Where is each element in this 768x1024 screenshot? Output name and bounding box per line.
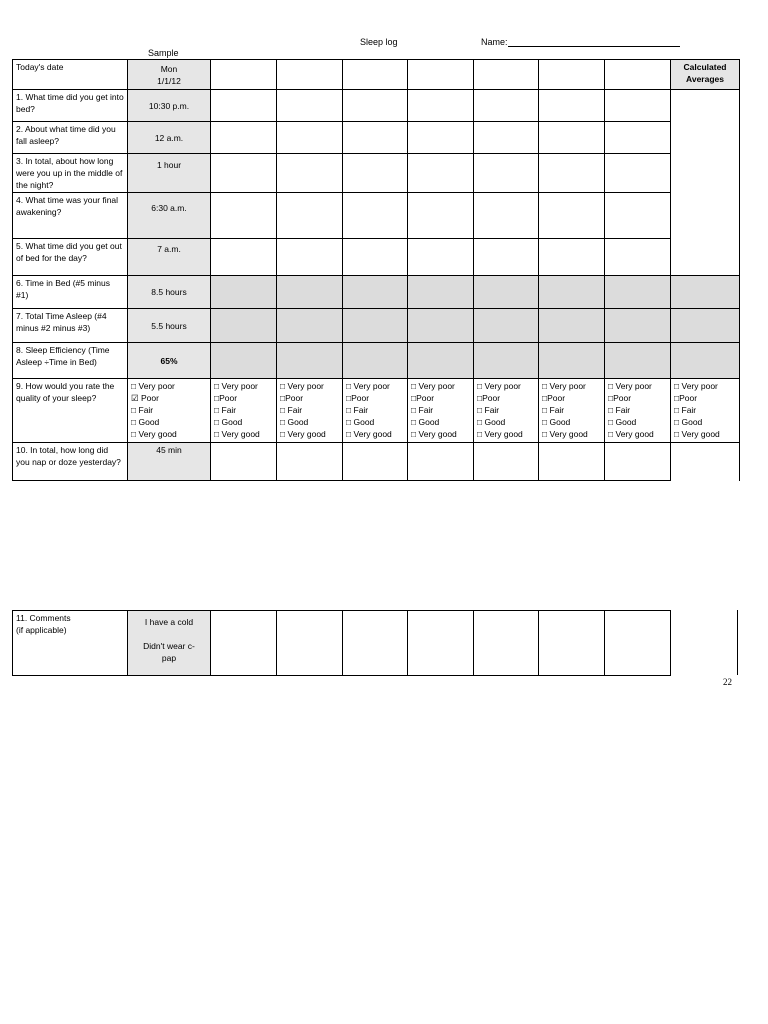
- entry-cell[interactable]: [539, 122, 605, 154]
- entry-cell[interactable]: [539, 90, 605, 122]
- comments-table: [12, 610, 671, 676]
- option-fair[interactable]: □ Fair: [214, 405, 237, 415]
- option-poor[interactable]: □Poor: [280, 393, 304, 403]
- option-good[interactable]: □ Good: [674, 417, 703, 427]
- calculated-cell: [539, 343, 605, 379]
- option-very-good[interactable]: □ Very good: [214, 429, 260, 439]
- entry-cell[interactable]: [211, 193, 277, 239]
- right-border-line: [737, 610, 738, 675]
- calculated-cell: [277, 343, 343, 379]
- calculated-cell: [277, 276, 343, 309]
- comments-sublabel: (if applicable): [16, 625, 67, 635]
- sample-answer-2: 12 a.m.: [128, 122, 211, 154]
- comment-cell[interactable]: [408, 611, 474, 676]
- calculated-cell: [539, 276, 605, 309]
- table-row: [13, 154, 740, 193]
- option-very-poor[interactable]: □ Very poor: [280, 381, 324, 391]
- comment-cell[interactable]: [605, 611, 671, 676]
- sleep-log-table: [12, 59, 740, 481]
- quality-options: [474, 379, 539, 443]
- sample-answer-5: 7 a.m.: [128, 239, 211, 276]
- quality-options: [671, 379, 740, 443]
- entry-cell[interactable]: [343, 154, 408, 193]
- entry-cell[interactable]: [343, 122, 408, 154]
- table-row: [13, 276, 740, 309]
- calculated-averages-header: [671, 60, 740, 90]
- nap-row: [13, 443, 740, 481]
- option-very-poor[interactable]: □ Very poor: [214, 381, 258, 391]
- entry-cell[interactable]: [408, 122, 474, 154]
- table-row: [13, 122, 740, 154]
- sample-label: Sample: [148, 48, 179, 58]
- entry-cell[interactable]: [211, 443, 277, 481]
- entry-cell[interactable]: [605, 122, 671, 154]
- entry-cell[interactable]: [539, 154, 605, 193]
- option-very-good[interactable]: □ Very good: [346, 429, 392, 439]
- date-label: Today's date: [13, 60, 128, 90]
- entry-cell[interactable]: [277, 122, 343, 154]
- option-very-poor[interactable]: □ Very poor: [477, 381, 521, 391]
- sample-date-cell: [128, 60, 211, 90]
- page-title: Sleep log: [360, 37, 398, 47]
- sample-answer-8: 65%: [128, 343, 211, 379]
- quality-options: [605, 379, 671, 443]
- quality-options: [343, 379, 408, 443]
- calculated-cell: [605, 309, 671, 343]
- header-row: [13, 60, 740, 90]
- name-line[interactable]: [508, 37, 680, 47]
- calculated-cell: [343, 343, 408, 379]
- sample-comment-line: I have a cold: [144, 617, 194, 627]
- calculated-cell: [343, 276, 408, 309]
- entry-cell[interactable]: [605, 443, 671, 481]
- comment-cell[interactable]: [474, 611, 539, 676]
- sample-day: Mon: [160, 63, 178, 74]
- option-very-poor[interactable]: □ Very poor: [346, 381, 390, 391]
- option-good: □ Good: [131, 417, 160, 427]
- option-very-good[interactable]: □ Very good: [477, 429, 523, 439]
- option-fair[interactable]: □ Fair: [608, 405, 631, 415]
- entry-cell[interactable]: [474, 239, 539, 276]
- averages-label-line2: Averages: [686, 74, 724, 84]
- entry-cell[interactable]: [539, 443, 605, 481]
- entry-cell[interactable]: [408, 193, 474, 239]
- entry-cell[interactable]: [343, 193, 408, 239]
- question-11: [13, 611, 128, 676]
- option-very-good[interactable]: □ Very good: [674, 429, 720, 439]
- entry-cell[interactable]: [211, 154, 277, 193]
- option-very-poor[interactable]: □ Very poor: [411, 381, 455, 391]
- option-very-poor[interactable]: □ Very poor: [608, 381, 652, 391]
- entry-cell[interactable]: [211, 239, 277, 276]
- option-good[interactable]: □ Good: [542, 417, 571, 427]
- date-cell[interactable]: [474, 60, 539, 90]
- comments-row: [13, 611, 671, 676]
- option-poor[interactable]: □Poor: [477, 393, 501, 403]
- option-very-poor[interactable]: □ Very poor: [674, 381, 718, 391]
- entry-cell[interactable]: [277, 239, 343, 276]
- option-good[interactable]: □ Good: [280, 417, 309, 427]
- sample-answer-10: 45 min: [128, 443, 211, 481]
- calculated-cell: [539, 309, 605, 343]
- calculated-cell: [277, 309, 343, 343]
- entry-cell[interactable]: [539, 193, 605, 239]
- option-good[interactable]: □ Good: [411, 417, 440, 427]
- entry-cell[interactable]: [277, 90, 343, 122]
- option-poor[interactable]: □Poor: [542, 393, 566, 403]
- entry-cell[interactable]: [277, 154, 343, 193]
- entry-cell[interactable]: [408, 154, 474, 193]
- option-fair[interactable]: □ Fair: [674, 405, 697, 415]
- comment-cell[interactable]: [343, 611, 408, 676]
- averages-cell[interactable]: [671, 90, 740, 276]
- comment-cell[interactable]: [539, 611, 605, 676]
- comments-label: 11. Comments: [16, 613, 71, 623]
- calculated-cell: [408, 309, 474, 343]
- page-number: 22: [723, 677, 732, 687]
- quality-options: [277, 379, 343, 443]
- entry-cell[interactable]: [343, 443, 408, 481]
- question-6: 6. Time in Bed (#5 minus #1): [13, 276, 128, 309]
- option-very-good[interactable]: □ Very good: [280, 429, 326, 439]
- date-cell[interactable]: [539, 60, 605, 90]
- date-cell[interactable]: [605, 60, 671, 90]
- quality-row: [13, 379, 740, 443]
- sample-comment: [128, 611, 211, 676]
- calculated-cell: [211, 276, 277, 309]
- name-field[interactable]: [481, 37, 680, 47]
- question-8: 8. Sleep Efficiency (Time Asleep ÷Time in Bed): [13, 343, 128, 379]
- calculated-cell: [211, 343, 277, 379]
- entry-cell[interactable]: [408, 443, 474, 481]
- calculated-cell: [671, 276, 740, 309]
- date-cell[interactable]: [408, 60, 474, 90]
- option-poor[interactable]: □Poor: [411, 393, 435, 403]
- calculated-cell: [474, 309, 539, 343]
- entry-cell[interactable]: [474, 154, 539, 193]
- question-7: 7. Total Time Asleep (#4 minus #2 minus #3): [13, 309, 128, 343]
- entry-cell[interactable]: [211, 90, 277, 122]
- quality-options: [408, 379, 474, 443]
- entry-cell[interactable]: [605, 154, 671, 193]
- date-cell[interactable]: [211, 60, 277, 90]
- entry-cell[interactable]: [277, 443, 343, 481]
- sample-date: 1/1/12: [157, 75, 181, 86]
- sample-comment-line: Didn't wear c-: [143, 641, 195, 651]
- calculated-cell: [474, 276, 539, 309]
- sample-comment-line: pap: [161, 653, 177, 663]
- quality-options: [539, 379, 605, 443]
- option-very-good: □ Very good: [131, 429, 177, 439]
- date-cell[interactable]: [277, 60, 343, 90]
- question-10: 10. In total, how long did you nap or doze yesterday?: [13, 443, 128, 481]
- sample-answer-4: 6:30 a.m.: [128, 193, 211, 239]
- entry-cell[interactable]: [605, 193, 671, 239]
- option-good[interactable]: □ Good: [346, 417, 375, 427]
- entry-cell[interactable]: [343, 239, 408, 276]
- entry-cell[interactable]: [474, 193, 539, 239]
- option-poor[interactable]: □Poor: [346, 393, 370, 403]
- question-4: 4. What time was your final awakening?: [13, 193, 128, 239]
- calculated-cell: [343, 309, 408, 343]
- entry-cell[interactable]: [343, 90, 408, 122]
- table-row: [13, 193, 740, 239]
- averages-label-line1: Calculated: [683, 62, 727, 72]
- option-very-good[interactable]: □ Very good: [411, 429, 457, 439]
- date-cell[interactable]: [343, 60, 408, 90]
- option-good[interactable]: □ Good: [214, 417, 243, 427]
- option-very-poor: □ Very poor: [131, 381, 175, 391]
- option-fair: □ Fair: [131, 405, 154, 415]
- sample-answer-6: 8.5 hours: [128, 276, 211, 309]
- calculated-cell: [671, 343, 740, 379]
- sample-answer-1: 10:30 p.m.: [128, 90, 211, 122]
- question-2: 2. About what time did you fall asleep?: [13, 122, 128, 154]
- option-poor[interactable]: □Poor: [674, 393, 698, 403]
- calculated-cell: [605, 343, 671, 379]
- entry-cell[interactable]: [539, 239, 605, 276]
- sample-quality-options: [128, 379, 211, 443]
- sample-answer-7: 5.5 hours: [128, 309, 211, 343]
- entry-cell[interactable]: [211, 122, 277, 154]
- option-fair[interactable]: □ Fair: [542, 405, 565, 415]
- entry-cell[interactable]: [474, 443, 539, 481]
- entry-cell[interactable]: [605, 90, 671, 122]
- option-fair[interactable]: □ Fair: [477, 405, 500, 415]
- entry-cell[interactable]: [408, 239, 474, 276]
- question-5: 5. What time did you get out of bed for the day?: [13, 239, 128, 276]
- table-row: [13, 239, 740, 276]
- entry-cell[interactable]: [408, 90, 474, 122]
- entry-cell[interactable]: [474, 90, 539, 122]
- option-poor-checked: ☑ Poor: [131, 393, 159, 403]
- sample-answer-3: 1 hour: [128, 154, 211, 193]
- option-very-poor[interactable]: □ Very poor: [542, 381, 586, 391]
- table-row: [13, 90, 740, 122]
- option-poor[interactable]: □Poor: [608, 393, 632, 403]
- question-9: 9. How would you rate the quality of your sleep?: [13, 379, 128, 443]
- entry-cell[interactable]: [474, 122, 539, 154]
- calculated-cell: [408, 276, 474, 309]
- option-good[interactable]: □ Good: [608, 417, 637, 427]
- quality-options: [211, 379, 277, 443]
- option-fair[interactable]: □ Fair: [280, 405, 303, 415]
- calculated-cell: [474, 343, 539, 379]
- table-row: [13, 343, 740, 379]
- option-good[interactable]: □ Good: [477, 417, 506, 427]
- calculated-cell: [671, 309, 740, 343]
- calculated-cell: [211, 309, 277, 343]
- calculated-cell: [408, 343, 474, 379]
- option-fair[interactable]: □ Fair: [346, 405, 369, 415]
- comment-cell[interactable]: [211, 611, 277, 676]
- calculated-cell: [605, 276, 671, 309]
- question-1: 1. What time did you get into bed?: [13, 90, 128, 122]
- question-3: 3. In total, about how long were you up in the middle of the night?: [13, 154, 128, 193]
- entry-cell[interactable]: [277, 193, 343, 239]
- comment-cell[interactable]: [277, 611, 343, 676]
- option-fair[interactable]: □ Fair: [411, 405, 434, 415]
- option-very-good[interactable]: □ Very good: [542, 429, 588, 439]
- name-label: Name:: [481, 37, 508, 47]
- option-poor[interactable]: □Poor: [214, 393, 238, 403]
- option-very-good[interactable]: □ Very good: [608, 429, 654, 439]
- entry-cell[interactable]: [605, 239, 671, 276]
- table-row: [13, 309, 740, 343]
